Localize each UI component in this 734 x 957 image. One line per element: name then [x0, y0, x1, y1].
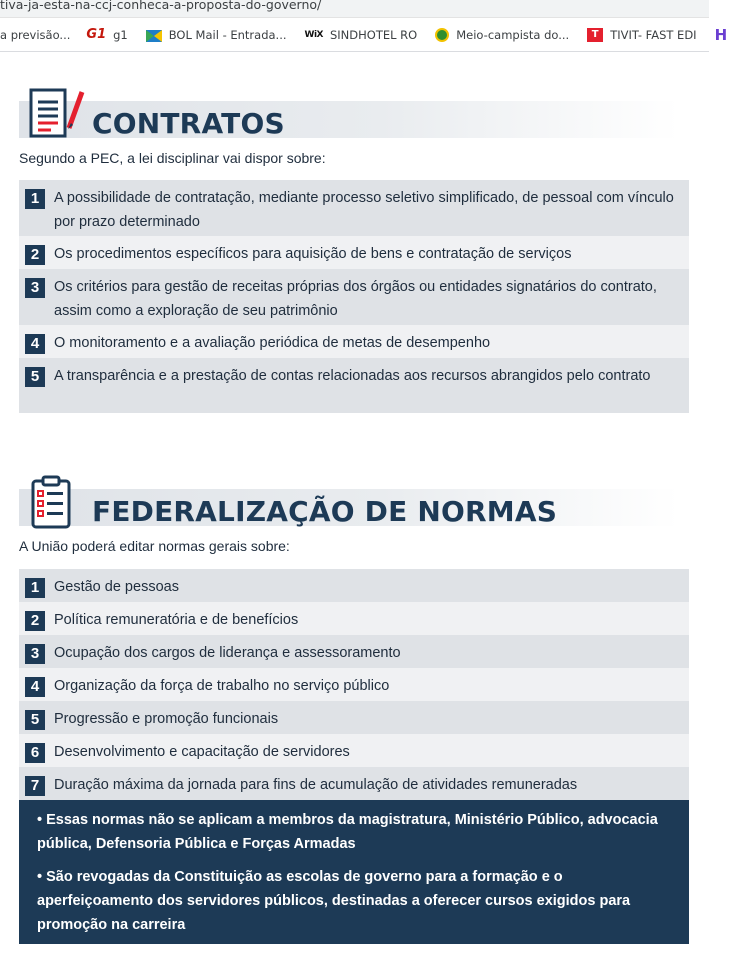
contratos-list [19, 180, 689, 413]
list-item [19, 236, 689, 269]
list-item [19, 325, 689, 358]
item-text: A transparência e a prestação de contas relacionadas aos recursos abrangidos pelo contrato [54, 368, 651, 384]
bookmarks-bar [0, 18, 728, 52]
section-title: FEDERALIZAÇÃO DE NORMAS [92, 495, 558, 528]
list-item [19, 701, 689, 734]
bookmark-g1[interactable] [86, 18, 127, 52]
section-title: CONTRATOS [92, 107, 285, 140]
address-bar[interactable] [0, 0, 709, 18]
item-text: Os procedimentos específicos para aquisição de bens e contratação de serviços [54, 246, 572, 262]
item-text: Ocupação dos cargos de liderança e assessoramento [54, 645, 401, 661]
section-intro: Segundo a PEC, a lei disciplinar vai dispor sobre: [19, 150, 326, 166]
bookmark-label: Meio-campista do... [456, 27, 570, 42]
list-item [19, 569, 689, 602]
item-number: 4 [25, 334, 45, 354]
item-number: 3 [25, 644, 45, 664]
item-number: 1 [25, 578, 45, 598]
bookmark-label: g1 [113, 27, 128, 42]
bookmark-label: SINDHOTEL RO [329, 27, 418, 42]
item-text: O monitoramento e a avaliação periódica de metas de desempenho [54, 335, 491, 351]
list-item [19, 734, 689, 767]
list-item [19, 668, 689, 701]
hotel-icon: H [714, 25, 728, 44]
bookmark-hotel[interactable] [715, 18, 734, 52]
item-text: Os critérios para gestão de receitas próprias dos órgãos ou entidades signatários do contrato, assim como a exploração de seu patrimônio [54, 279, 657, 319]
note-text: • São revogadas da Constituição as escolas de governo para a formação e o aperfeiçoamento dos servidores públicos, destinadas a oferecer cursos exigidos para promoção na carreira [37, 869, 631, 933]
item-number: 7 [25, 776, 45, 796]
notes-box [19, 800, 689, 944]
item-text: A possibilidade de contratação, mediante processo seletivo simplificado, de pessoal com vínculo por prazo determinado [54, 190, 674, 230]
wix-icon: WiX [304, 29, 323, 40]
item-number: 6 [25, 743, 45, 763]
item-number: 5 [25, 710, 45, 730]
item-number: 1 [25, 189, 45, 209]
bookmark-meio-campista[interactable] [435, 18, 569, 52]
item-text: Duração máxima da jornada para fins de acumulação de atividades remuneradas [54, 777, 578, 793]
item-number: 3 [25, 278, 45, 298]
federalizacao-header [19, 476, 689, 526]
item-text: Organização da força de trabalho no serviço público [54, 678, 390, 694]
bookmark-label: BOL Mail - Entrada... [168, 27, 287, 42]
sports-icon [435, 28, 449, 42]
contratos-header [19, 88, 689, 138]
g1-icon: G1 [86, 26, 107, 42]
bookmark-tivit[interactable] [587, 18, 696, 52]
item-text: Política remuneratória e de benefícios [54, 612, 299, 628]
item-text: Gestão de pessoas [54, 579, 179, 595]
item-text: Progressão e promoção funcionais [54, 711, 279, 727]
bookmark-label: a previsão... [0, 27, 71, 42]
list-item [19, 358, 689, 413]
url-text: tiva-ja-esta-na-ccj-conheca-a-proposta-do-governo/ [0, 0, 322, 12]
list-item [19, 767, 689, 800]
item-number: 2 [25, 611, 45, 631]
bookmark-bol-mail[interactable] [146, 18, 287, 52]
list-item [19, 635, 689, 668]
bol-icon [146, 28, 162, 42]
item-text: Desenvolvimento e capacitação de servidores [54, 744, 350, 760]
list-item [19, 602, 689, 635]
item-number: 5 [25, 367, 45, 387]
document-pen-icon [27, 88, 87, 142]
section-intro: A União poderá editar normas gerais sobre: [19, 538, 290, 554]
tivit-icon: T [587, 28, 603, 42]
item-number: 2 [25, 245, 45, 265]
list-item [19, 269, 689, 325]
item-number: 4 [25, 677, 45, 697]
clipboard-list-icon [27, 476, 87, 530]
bookmark-label: TIVIT- FAST EDI [610, 27, 697, 42]
list-item [19, 180, 689, 236]
bookmark-sindhotel[interactable] [305, 18, 418, 52]
federalizacao-list [19, 569, 689, 800]
bookmark-previsao[interactable] [0, 18, 70, 52]
note-text: • Essas normas não se aplicam a membros da magistratura, Ministério Público, advocacia pública, Defensoria Pública e Forças Armadas [37, 812, 658, 852]
